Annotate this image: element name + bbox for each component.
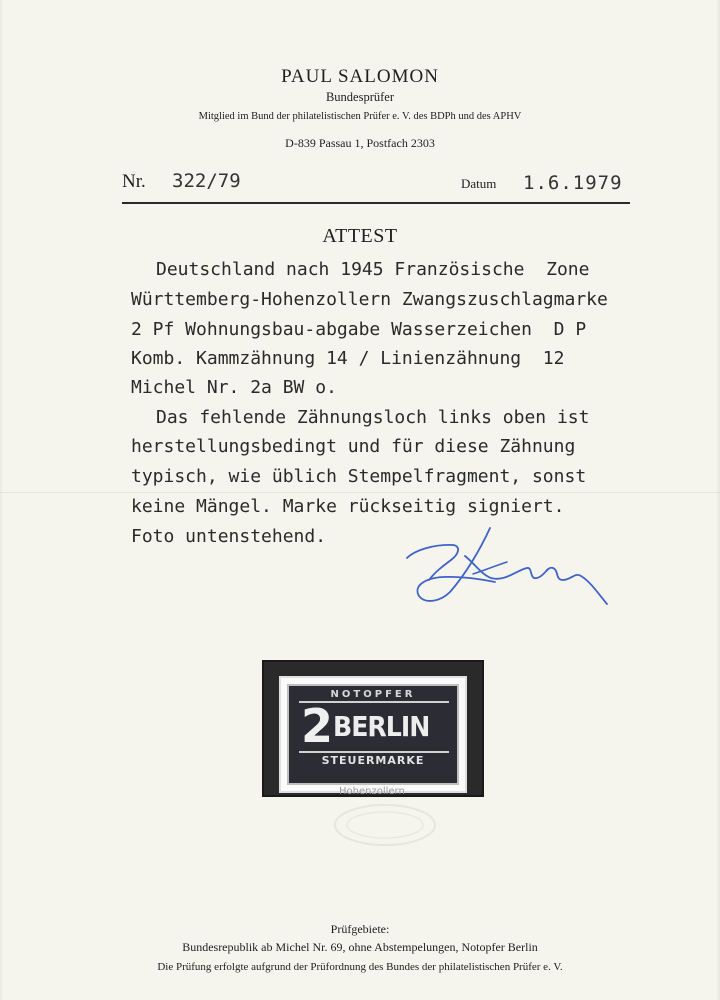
footer-rules: Die Prüfung erfolgte aufgrund der Prüfordnung des Bundes der philatelistischen Prüfer e. V. — [157, 961, 563, 973]
document-heading: ATTEST — [322, 225, 398, 247]
examiner-title: Bundesprüfer — [325, 90, 395, 104]
body-line: typisch, wie üblich Stempelfragment, sonst — [131, 466, 587, 487]
body-line: Foto untenstehend. — [131, 526, 327, 547]
address-line: D-839 Passau 1, Postfach 2303 — [285, 136, 435, 150]
body-line: Deutschland nach 1945 Französische Zone — [156, 259, 590, 280]
membership-line: Mitglied im Bund der philatelistischen Prüfer e. V. des BDPh und des APHV — [198, 111, 522, 122]
stamp-city: BERLIN — [333, 710, 430, 743]
certificate-date: 1.6.1979 — [523, 172, 623, 194]
stamp-main-panel — [299, 701, 449, 753]
stamp-postmark: Hohenzollern — [339, 786, 405, 797]
handwritten-signature — [395, 520, 610, 620]
stamp-top-text: NOTOPFER — [330, 689, 416, 700]
body-line: Das fehlende Zähnungsloch links oben ist — [156, 407, 590, 428]
body-line: 2 Pf Wohnungsbau-abgabe Wasserzeichen D P — [131, 319, 587, 340]
stamp-frame — [287, 684, 459, 785]
body-line: herstellungsbedingt und für diese Zähnung — [131, 436, 576, 457]
footer-heading: Prüfgebiete: — [330, 922, 390, 936]
header-rule — [122, 202, 630, 204]
examiner-name: PAUL SALOMON — [281, 66, 439, 87]
stamp-value: 2 — [301, 699, 334, 753]
body-line: Komb. Kammzähnung 14 / Linienzähnung 12 — [131, 348, 565, 369]
body-line: keine Mängel. Marke rückseitig signiert. — [131, 496, 565, 517]
stamp-bottom-text: STEUERMARKE — [321, 754, 425, 767]
body-line: Michel Nr. 2a BW o. — [131, 377, 337, 398]
number-label: Nr. — [122, 171, 146, 192]
body-line: Württemberg-Hohenzollern Zwangszuschlagmarke — [131, 289, 608, 310]
stamp-image — [281, 678, 465, 797]
certificate-number: 322/79 — [172, 170, 241, 192]
footer-scope: Bundesrepublik ab Michel Nr. 69, ohne Abstempelungen, Notopfer Berlin — [182, 940, 538, 954]
date-label: Datum — [461, 176, 497, 191]
attest-body — [0, 256, 720, 556]
faint-seal-impression — [330, 800, 440, 850]
